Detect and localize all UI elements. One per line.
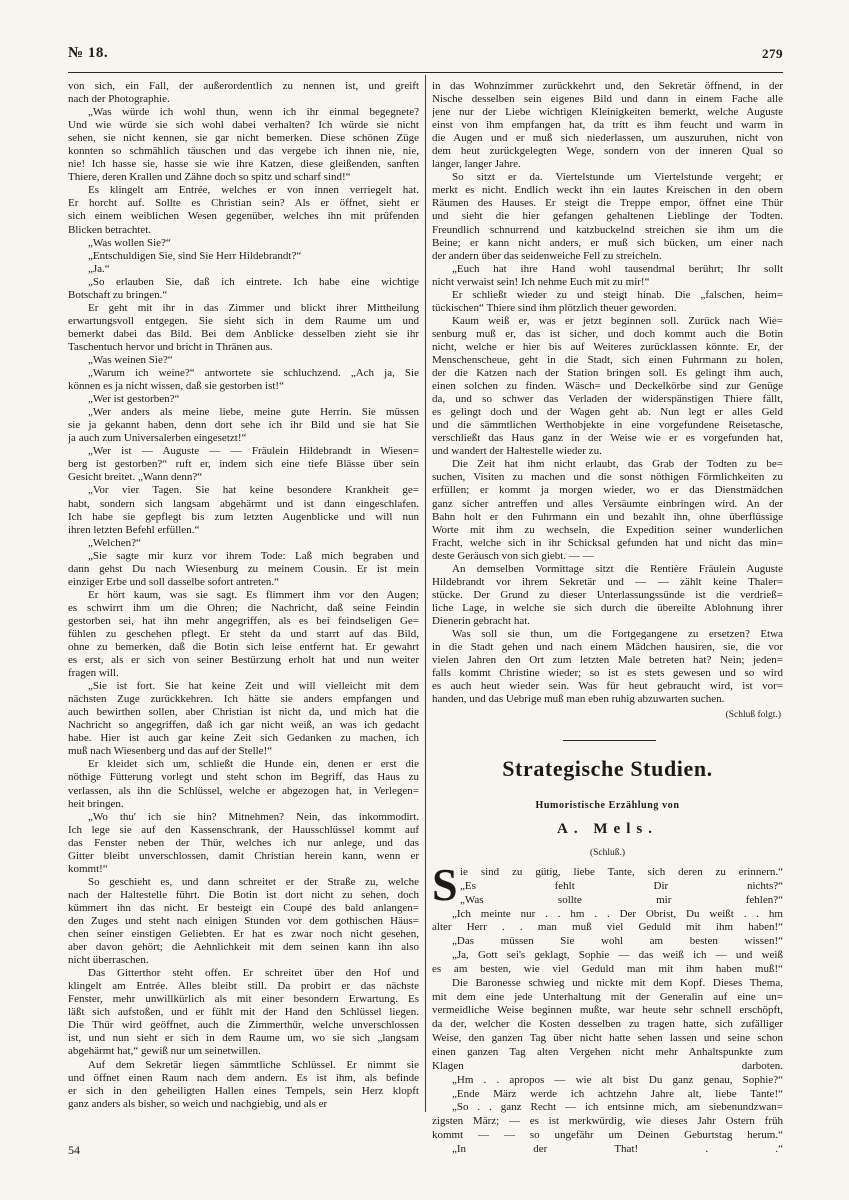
- text-line: Blicken betrachtet.: [68, 223, 152, 236]
- text-line: habe. Hier ist auch gar keine Zeit sich Gedanken zu machen, ich: [68, 732, 419, 745]
- text-line: nicht verwaist sein! Ich nehme Euch mit zu mir!“: [432, 275, 650, 288]
- text-line: kommt!“: [68, 862, 108, 875]
- text-line: da, und so schwer das Verladen der widerspänstigen Thiere fällt,: [432, 393, 783, 406]
- text-line: Dienerin gebracht hat.: [432, 614, 531, 627]
- text-line: „So . . ganz Recht — ich entsinne mich, am siebenundzwan=: [452, 1101, 783, 1114]
- text-line: chen seiner einstigen Geliebten. Er hat es zwar noch nicht gesehen,: [68, 928, 419, 941]
- text-line: erwartungsvoll entgegen. Sie sieht sich in dem Raume um und: [68, 314, 419, 327]
- text-line: sie ja gekannt haben, denn dort sehe ich ihr Bild und sie hat Sie: [68, 419, 419, 432]
- text-line: bemerkt dabei das Bild. Bei dem Anblicke desselben zieht sie ihr: [68, 327, 419, 340]
- text-line: „In der That! . .“: [452, 1142, 783, 1155]
- text-line: habt, sondern sich langsam abgehärmt und ist dann eingeschlafen.: [68, 497, 419, 510]
- story-body: [432, 859, 783, 1157]
- text-line: „Entschuldigen Sie, sind Sie Herr Hildebrandt?“: [88, 249, 302, 262]
- text-line: verlassen, als ihn die Schlüssel, welche er abgezogen hat, in Verlegen=: [68, 784, 419, 797]
- text-line: läßt sich aufstoßen, und er fühlt mit der Hand den Schlüssel liegen.: [68, 1006, 419, 1019]
- text-line: vielen Jahren den Ort zum letzten Male betreten hat? Nein; jeden=: [432, 654, 783, 667]
- text-line: nächsten Zuge zurückkehren. Ich hätte sie anders empfangen und: [68, 693, 419, 706]
- text-line: deste Geräusch von sich giebt. — —: [432, 549, 594, 562]
- text-line: gestorben sei, hat ihn mehr angegriffen, als es bei feindseligen Ge=: [68, 614, 419, 627]
- text-line: konnten so schmählich täuschen und das vergebe ich ihnen nie, nie,: [68, 145, 419, 158]
- text-line: nie! Ich hasse sie, hasse sie wie ihre Katzen, diese gleißenden, sanften: [68, 158, 419, 171]
- text-line: einen solchen zu finden. Wäsch= und Deckelkörbe sind zur Genüge: [432, 380, 783, 393]
- right-column: [432, 80, 783, 722]
- text-line: können es ja nicht wissen, daß sie gestorben ist!“: [68, 380, 284, 393]
- text-line: Auf dem Sekretär liegen sämmtliche Schlüssel. Er nimmt sie: [88, 1058, 419, 1071]
- text-line: alter Herr . . man muß viel Geduld mit ihm haben!“: [432, 921, 783, 934]
- text-line: ist, und nun sieht er sich in dem Raume um, wo sie sich „langsam: [68, 1032, 419, 1045]
- text-line: ihren letzten Befehl erfüllen.“: [68, 523, 200, 536]
- text-line: Thiere, deren Krallen und Zähne doch so spitz und scharf sind!“: [68, 171, 351, 184]
- text-line: Gitter bleibt unverschlossen, damit Christian herein kann, wenn er: [68, 849, 419, 862]
- text-line: Ich habe sie gepflegt bis zum letzten Augenblicke und will nun: [68, 510, 419, 523]
- text-line: Er geht mit ihr in das Zimmer und blickt ihrer Mittheilung: [88, 301, 419, 314]
- text-line: „Was weinen Sie?“: [88, 353, 173, 366]
- text-line: mit dem eine jede Unterhaltung mit der Generalin auf eine un=: [432, 990, 783, 1003]
- text-line: ganz anders als bisher, so weich und nachgiebig, und als er: [68, 1097, 328, 1110]
- text-line: So geschieht es, und dann schreitet er der Straße zu, welche: [88, 875, 419, 888]
- text-line: einziger Erbe und soll dasselbe sofort antreten.“: [68, 575, 280, 588]
- text-line: sehen, sie nicht kennen, sie gar nicht bemerken. Diese schönen Züge: [68, 132, 419, 145]
- text-line: nicht, welche er hier bis auf Weiteres zurücklassen könnte. Er, der: [432, 340, 783, 353]
- text-line: stücke. Der Grund zu dieser Unterlassungssünde ist die verdrieß=: [432, 588, 783, 601]
- text-line: und öffnet einen Raum nach dem andern. Es ist ihm, als befinde: [68, 1071, 419, 1084]
- page-number: 279: [762, 46, 783, 61]
- text-line: fragen will.: [68, 667, 119, 680]
- text-line: dann gehst Du nach Wiesenburg zu meinem Cousin. Er ist mein: [68, 562, 419, 575]
- text-line: es schwirrt ihm um die Ohren; die Nachricht, daß seine Feindin: [68, 601, 419, 614]
- text-line: Nische desselben sein eigenes Bild und dann in einem Fache alle: [432, 93, 783, 106]
- issue-number: № 18.: [68, 45, 109, 61]
- text-line: die Augen und er muß sich niederlassen, um auszuruhen, nicht von: [432, 132, 783, 145]
- text-line: Nachricht so angegriffen, daß ich gar nicht weiß, an was ich gedacht: [68, 719, 419, 732]
- text-line: Fenster, mehr unwillkürlich als mit einer besondern Erwartung. Es: [68, 993, 419, 1006]
- text-line: Es klingelt am Entrée, welches er von innen verriegelt hat.: [88, 184, 419, 197]
- text-line: zigsten März; — es ist merkwürdig, wie dieses Jahr Ostern früh: [432, 1115, 783, 1128]
- text-line: falls kommt Christine wieder; so ist es stets gewesen und so wird: [432, 667, 783, 680]
- text-line: Botschaft zu bringen.“: [68, 288, 168, 301]
- text-line: nöthige Fütterung vorlegt und steht schon im Begriff, das Haus zu: [68, 771, 419, 784]
- text-line: ohne zu bemerken, daß die Botin sich leise entfernt hat. Er gewahrt: [68, 641, 419, 654]
- text-line: es auch heut wieder sein. Was für heut gebraucht wird, ist vor=: [432, 680, 783, 693]
- story-author: A. Mels.: [557, 821, 658, 837]
- text-line: Gesicht breitet. „Wann denn?“: [68, 471, 203, 484]
- text-line: Räumen des Hauses. Er steigt die Treppe empor, öffnet eine Thür: [432, 197, 783, 210]
- text-line: nach der Haltestelle führt. Die Botin ist dort nicht zu sehen, doch: [68, 888, 419, 901]
- drop-cap: S: [432, 859, 458, 910]
- text-line: der die Katzen nach der Station bringen soll. Es gelingt ihm auch,: [432, 367, 783, 380]
- text-line: Die Zeit hat ihm nicht erlaubt, das Grab der Todten zu be=: [452, 458, 783, 471]
- text-line: muß nach Wiesenberg und das auf der Stelle!“: [68, 745, 273, 758]
- text-line: abgehärmt hat,“ gewiß nur um seinetwillen.: [68, 1045, 261, 1058]
- text-line: es erst, als er sich von seiner Bestürzung erholt hat und nun weiter: [68, 654, 419, 667]
- text-line: Fracht, welche sich in ihr Schicksal gefunden hat und nicht das min=: [432, 536, 783, 549]
- text-line: Und wie würde sie sich wohl dabei verhalten? Ich würde sie nicht: [68, 119, 419, 132]
- text-line: der andern über das seidenweiche Fell zu streicheln.: [432, 249, 662, 262]
- text-line: „Ja.“: [88, 262, 110, 275]
- text-line: Die Thür wird geöffnet, auch die Zimmerthür, welche unverschlossen: [68, 1019, 419, 1032]
- sheet-signature: 54: [68, 1143, 80, 1157]
- text-line: den Zuges und steht nach einigen Stunden vor dem gothischen Häus=: [68, 915, 419, 927]
- text-line: merkt es nicht. Endlich weckt ihn ein lautes Kreischen in den obern: [432, 184, 783, 197]
- text-line: „Wer ist — Auguste — — Fräulein Hildebrandt in Wiesen=: [88, 445, 419, 458]
- text-line: liche Lage, in welche sie sich durch die übereilte Ablohnung ihrer: [432, 601, 783, 614]
- text-line: „Wer anders als meine liebe, meine gute Herrin. Sie müssen: [88, 406, 419, 419]
- text-line: Er horcht auf. Sollte es Christian sein? Als er öffnet, sieht er: [68, 197, 419, 210]
- text-line: heit bringen.: [68, 797, 124, 810]
- text-line: ja auch zum Universalerben eingesetzt!“: [68, 432, 247, 445]
- column-divider: [425, 75, 426, 1112]
- text-line: es gelingt doch und der Wagen geht ab. Nun legt er alles Geld: [432, 406, 783, 419]
- text-line: vermeidliche Weise beginnen mußte, war heute sehr schnell erschöpft,: [432, 1004, 783, 1017]
- text-line: So sitzt er da. Viertelstunde um Viertelstunde vergeht; er: [452, 171, 783, 184]
- story-title: Strategische Studien.: [502, 756, 713, 781]
- text-line: Menschenscheue, geht in die Stadt, sich einen Fuhrmann zu holen,: [432, 353, 783, 366]
- text-line: senburg muß er, das ist sicher, und doch kommt auch die Botin: [432, 327, 783, 340]
- text-line: Weise, den ganzen Tag über nicht hatte sehen lassen und seine schon: [432, 1032, 783, 1045]
- left-column: [68, 80, 419, 1111]
- text-line: „Es fehlt Dir nichts?“: [460, 879, 783, 892]
- text-line: Bahn holt er den Fuhrmann ein und bezahlt ihn, ohne überflüssige: [432, 510, 783, 523]
- text-line: das Fenster neben der Thür, welches ich nur anlege, und das: [68, 836, 419, 849]
- text-line: von sich, ein Fall, der außerordentlich zu nennen ist, und greift: [68, 80, 419, 92]
- text-line: Er kleidet sich um, schließt die Hunde ein, denen er erst die: [88, 758, 419, 771]
- text-line: Er hört kaum, was sie sagt. Es flimmert ihm vor den Augen;: [88, 588, 419, 601]
- text-line: in das Wohnzimmer zurückkehrt und, den Sekretär öffnend, in der: [432, 80, 783, 92]
- text-line: und wandert der Haltestelle wieder zu.: [432, 445, 602, 458]
- text-line: Was soll sie thun, um die Fortgegangene zu ersetzen? Etwa: [452, 627, 783, 640]
- text-line: einen ganzen Tag alten Vergehen nicht mehr Anhaltspunkte zum: [432, 1045, 783, 1058]
- text-line: „Was würde ich wohl thun, wenn ich ihr einmal begegnete?: [88, 106, 419, 119]
- text-line: berg ist gestorben?“ ruft er, indem sich eine tiefe Blässe über sein: [68, 458, 419, 471]
- text-line: klingelt am Entrée. Alles bleibt still. Da probirt er das nächste: [68, 980, 419, 993]
- text-line: tückischen“ Thiere sind ihm plötzlich theuer geworden.: [432, 301, 677, 314]
- text-line: Beine; er kann nicht anders, er muß sich bücken, um einer nach: [432, 236, 783, 249]
- text-line: „Was sollte mir fehlen?“: [460, 893, 783, 906]
- text-line: Freundlich schnurrend und katzbuckelnd streichen sie ihm um die: [432, 223, 783, 236]
- text-line: Hildebrandt vor ihrem Sekretär und — — zählt keine Thaler=: [432, 575, 783, 588]
- text-line: „Welchen?“: [88, 536, 141, 549]
- text-line: verschließt das Haus ganz in der Weise wie er es vorgefunden hat,: [432, 432, 783, 445]
- text-line: fühlen zu geschehen pflegt. Er steht da und starrt auf das Bild,: [68, 627, 419, 640]
- header-rule: [68, 72, 783, 73]
- text-line: ie sind zu gütig, liebe Tante, sich deren zu erinnern.“: [460, 866, 783, 878]
- section-separator: [563, 740, 656, 741]
- text-line: kümmert ihn das nicht. Er besteigt ein Coupé des bald anlangen=: [68, 901, 419, 914]
- text-line: Die Baronesse schwieg und nickte mit dem Kopf. Dieses Thema,: [452, 976, 783, 989]
- text-line: einst von ihm empfangen hat, da tritt es ihm feucht und warm in: [432, 119, 783, 132]
- text-line: Taschentuch hervor und bricht in Thränen aus.: [68, 340, 273, 353]
- text-line: dem heut zurückgelegten Wege, sondern von der inneren Qual so: [432, 145, 783, 158]
- text-line: handen, und das Uebrige muß man eben ruhig abzuwarten suchen.: [432, 693, 725, 706]
- text-line: „Das müssen Sie wohl am besten wissen!“: [452, 935, 783, 948]
- text-line: da der, welcher die Kosten desselben zu tragen hatte, sich zufälliger: [432, 1018, 783, 1031]
- text-line: Kaum weiß er, was er jetzt beginnen soll. Zurück nach Wie=: [452, 314, 783, 327]
- text-line: jene nur der Liebe wichtigen Kleinigkeiten bemerkt, welche Auguste: [432, 106, 783, 119]
- text-line: „Wer ist gestorben?“: [88, 393, 180, 406]
- text-line: „Wo thu' ich sie hin? Mitnehmen? Nein, das inkommodirt.: [88, 810, 419, 823]
- text-line: er sich in den geheiligten Hallen eines Tempels, sein Herz klopft: [68, 1084, 419, 1097]
- text-line: „Was wollen Sie?“: [88, 236, 171, 249]
- text-line: sich einem weiblichen Wesen gegenüber, welches ihn mit prüfenden: [68, 210, 419, 223]
- text-line: es am besten, wie viel Geduld man mit ihm haben muß!“: [432, 962, 783, 975]
- story-part-note: (Schluß.): [589, 848, 626, 858]
- text-line: erfüllen; er kommt ja morgen wieder, wo er das Dienstmädchen: [432, 484, 783, 497]
- text-line: „Ja, Gott sei's geklagt, Sophie — das weiß ich — und weiß: [452, 949, 783, 962]
- text-line: nach der Photographie.: [68, 93, 170, 106]
- text-line: kommt — — so ungefähr um Deinen Geburtstag herum.“: [432, 1129, 783, 1142]
- text-line: Worte mit ihm zu wechseln, die Expedition seiner wunderlichen: [432, 523, 783, 536]
- text-line: Er schließt wieder zu und steigt hinab. Die „falschen, heim=: [452, 288, 783, 301]
- text-line: An demselben Vormittage sitzt die Rentière Fräulein Auguste: [452, 562, 783, 575]
- text-line: „Sie ist fort. Sie hat keine Zeit und will vielleicht mit dem: [88, 680, 419, 693]
- text-line: „Ich meinte nur . . hm . . Der Obrist, Du weißt . . hm: [452, 907, 783, 920]
- text-line: und sieht die hier gefangen gehaltenen Lieblinge der Todten.: [432, 210, 783, 223]
- text-line: „Sie sagte mir kurz vor ihrem Tode: Laß mich begraben und: [88, 549, 419, 562]
- text-line: in die Stadt gehen und nach einem Mädchen hausiren, sie, die vor: [432, 641, 783, 654]
- text-line: aber davon gehört; die Aehnlichkeit mit dem seinen kann ihn also: [68, 941, 419, 954]
- text-line: „Ende März werde ich achtzehn Jahre alt, liebe Tante!“: [452, 1087, 783, 1100]
- story-subtitle: Humoristische Erzählung von: [535, 800, 680, 811]
- text-line: Das Gitterthor steht offen. Er schreitet über den Hof und: [88, 967, 419, 980]
- text-line: suchen, Visiten zu machen und die sonst nöthigen Förmlichkeiten zu: [432, 471, 783, 484]
- text-line: und die sämmtlichen Werthobjekte in eine vorgefundene Reisetasche,: [432, 419, 783, 432]
- text-line: „Warum ich weine?“ antwortete sie schluchzend. „Ach ja, Sie: [88, 367, 419, 380]
- text-line: ganz sicher antreffen und alles Versäumte einbringen wird. An der: [432, 497, 783, 510]
- text-line: auch bewirthen sollen, aber Christian ist nicht da, und mich hat die: [68, 706, 419, 719]
- text-line: „So erlauben Sie, daß ich eintrete. Ich habe eine wichtige: [88, 275, 419, 288]
- text-line: „Vor vier Tagen. Sie hat keine besondere Krankheit ge=: [88, 484, 419, 497]
- continuation-note: (Schluß folgt.): [725, 710, 781, 721]
- text-line: „Euch hat ihre Hand wohl tausendmal berührt; Ihr sollt: [452, 262, 783, 275]
- text-line: „Hm . . apropos — wie alt bist Du ganz genau, Sophie?“: [452, 1073, 783, 1086]
- text-line: langer, langer Jahre.: [432, 158, 521, 171]
- text-line: Klagen darboten.: [432, 1059, 783, 1072]
- text-line: Ich lege sie auf den Kassenschrank, der Hausschlüssel kommt auf: [68, 823, 419, 836]
- text-line: nicht überraschen.: [68, 954, 149, 967]
